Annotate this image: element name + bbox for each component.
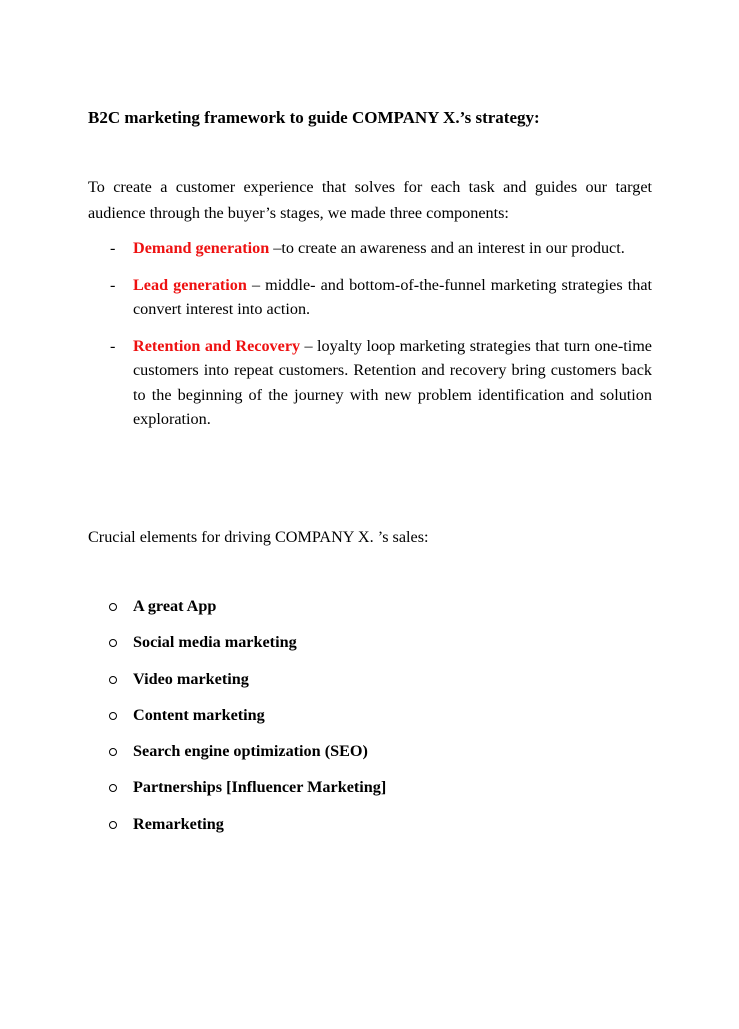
elements-list (88, 594, 386, 848)
circle-bullet-icon (109, 712, 117, 720)
circle-bullet-icon (109, 821, 117, 829)
list-item (88, 703, 386, 739)
list-item (88, 667, 386, 703)
component-term: Demand generation (133, 239, 270, 257)
list-item-demand-generation (88, 236, 652, 261)
component-description: – loyalty loop marketing strategies that turn one-time customers into repeat customers. Retention and recovery bring customers back to the beginning of the journey with new problem identification and solution exploration. (133, 336, 652, 428)
element-label: Remarketing (133, 814, 224, 833)
intro-paragraph: To create a customer experience that solves for each task and guides our target audience through the buyer’s stages, we made three components: (88, 178, 652, 222)
circle-bullet-icon (109, 603, 117, 611)
element-label: Search engine optimization (SEO) (133, 742, 368, 761)
circle-bullet-icon (109, 784, 117, 792)
list-item-lead-generation (88, 273, 652, 322)
element-label: Partnerships [Influencer Marketing] (133, 778, 387, 797)
list-item (88, 775, 386, 811)
list-item-retention-recovery (88, 334, 652, 432)
document-heading: B2C marketing framework to guide COMPANY X.’s strategy: (88, 108, 540, 127)
dash-bullet: - (110, 336, 116, 355)
component-term: Retention and Recovery (133, 336, 301, 355)
components-list (88, 236, 652, 444)
dash-bullet: - (110, 275, 116, 294)
component-description: – middle- and bottom-of-the-funnel marketing strategies that convert interest into action. (133, 275, 653, 318)
list-item (88, 630, 386, 666)
circle-bullet-icon (109, 676, 117, 684)
dash-bullet: - (110, 239, 116, 257)
circle-bullet-icon (109, 639, 117, 647)
element-label: A great App (133, 597, 217, 615)
list-item (88, 812, 386, 848)
element-label: Video marketing (133, 669, 249, 688)
list-item (88, 594, 386, 630)
circle-bullet-icon (109, 748, 117, 756)
element-label: Content marketing (133, 705, 265, 724)
elements-heading: Crucial elements for driving COMPANY X. ’s sales: (88, 528, 429, 546)
component-description: –to create an awareness and an interest in our product. (269, 239, 625, 257)
list-item (88, 739, 386, 775)
component-term: Lead generation (133, 275, 247, 294)
element-label: Social media marketing (133, 633, 297, 652)
